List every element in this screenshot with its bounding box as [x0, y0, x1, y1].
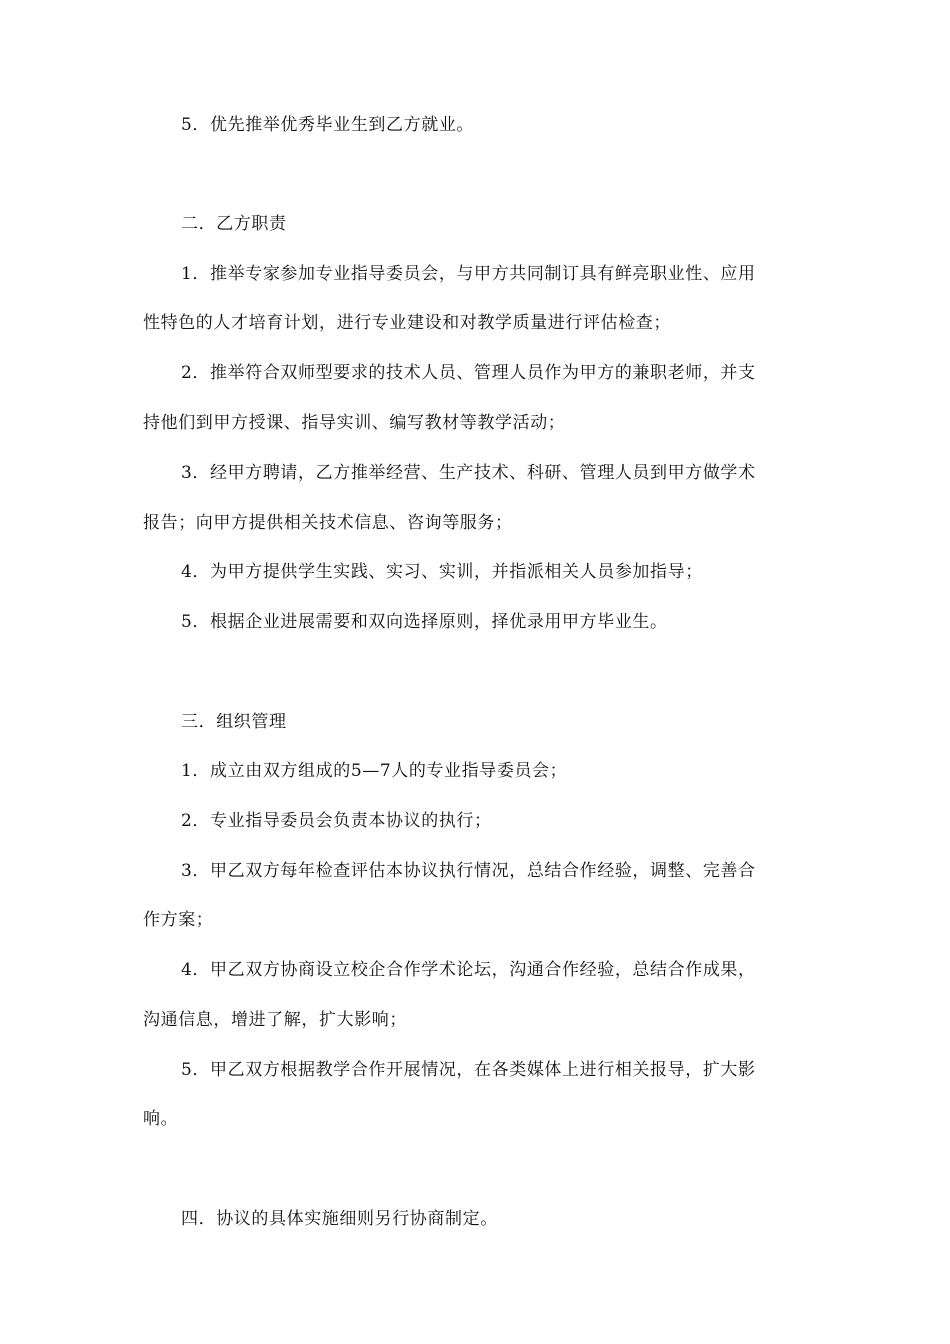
section-3-item-5-line-2: 响。	[143, 1109, 179, 1129]
section-3-item-2: 2．专业指导委员会负责本协议的执行；	[181, 811, 492, 831]
section-3-heading: 三．组织管理	[181, 712, 287, 732]
section-2-item-1-line-1: 1．推举专家参加专业指导委员会，与甲方共同制订具有鲜亮职业性、应用	[181, 264, 756, 284]
section-3-item-4-line-1: 4．甲乙双方协商设立校企合作学术论坛，沟通合作经验，总结合作成果，	[181, 960, 756, 980]
section-2-item-2-line-2: 持他们到甲方授课、指导实训、编写教材等教学活动；	[143, 413, 566, 433]
section-4-heading: 四．协议的具体实施细则另行协商制定。	[181, 1209, 498, 1229]
section-3-item-3-line-1: 3．甲乙双方每年检查评估本协议执行情况，总结合作经验，调整、完善合	[181, 861, 756, 881]
section-2-item-2-line-1: 2．推举符合双师型要求的技术人员、管理人员作为甲方的兼职老师，并支	[181, 363, 756, 383]
section-2-item-5: 5．根据企业进展需要和双向选择原则，择优录用甲方毕业生。	[181, 612, 668, 632]
intro-item-5: 5．优先推举优秀毕业生到乙方就业。	[181, 115, 475, 135]
section-2-item-3-line-1: 3．经甲方聘请，乙方推举经营、生产技术、科研、管理人员到甲方做学术	[181, 463, 756, 483]
section-3-item-1: 1．成立由双方组成的5—7人的专业指导委员会；	[181, 761, 568, 781]
section-2-heading: 二．乙方职责	[181, 214, 287, 234]
section-2-item-1-line-2: 性特色的人才培育计划，进行专业建设和对教学质量进行评估检查；	[143, 313, 671, 333]
section-2-item-3-line-2: 报告；向甲方提供相关技术信息、咨询等服务；	[143, 513, 513, 533]
section-3-item-4-line-2: 沟通信息，增进了解，扩大影响；	[143, 1010, 407, 1030]
section-3-item-5-line-1: 5．甲乙双方根据教学合作开展情况，在各类媒体上进行相关报导，扩大影	[181, 1060, 756, 1080]
section-3-item-3-line-2: 作方案；	[143, 910, 214, 930]
section-2-item-4: 4．为甲方提供学生实践、实习、实训，并指派相关人员参加指导；	[181, 562, 703, 582]
